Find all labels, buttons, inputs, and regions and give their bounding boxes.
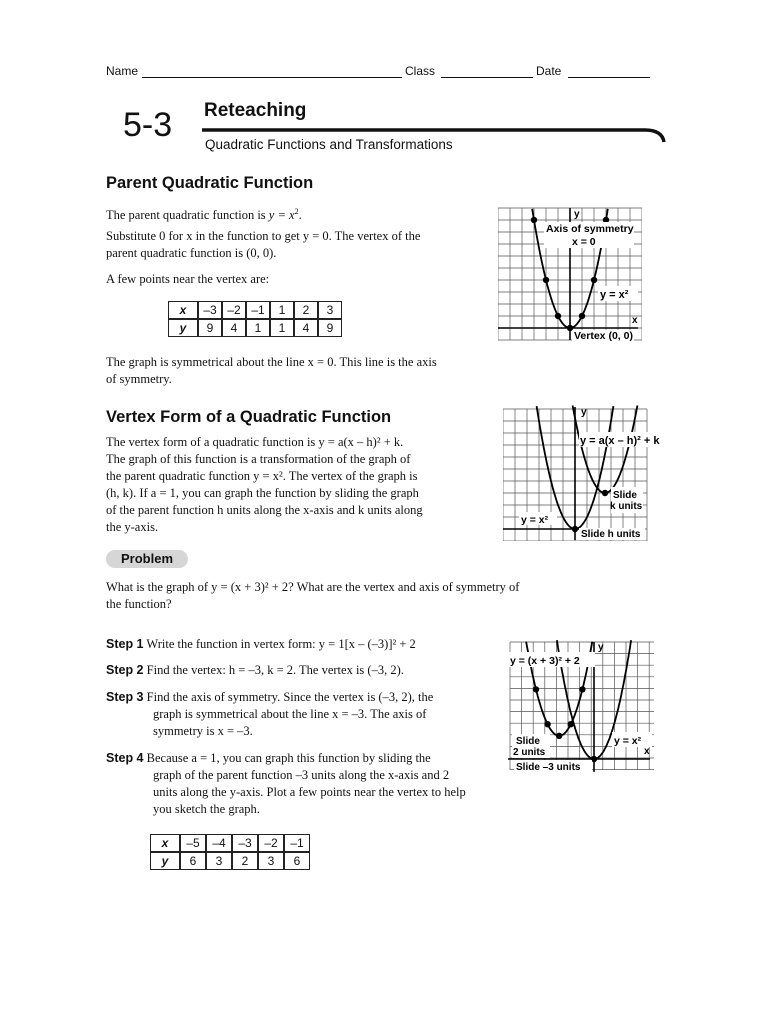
problem-value-table xyxy=(150,834,310,870)
table-cell: –5 xyxy=(180,834,206,852)
lesson-subtitle: Quadratic Functions and Transformations xyxy=(205,137,453,152)
date-field[interactable] xyxy=(568,77,650,78)
x-axis-label: x xyxy=(644,746,650,757)
problem-graph xyxy=(508,640,656,774)
step-1: Step 1 Write the function in vertex form: y = 1[x – (–3)]² + 2 xyxy=(106,637,416,651)
name-field[interactable] xyxy=(142,77,402,78)
plotted-point xyxy=(543,277,549,283)
table-row xyxy=(150,852,310,870)
table-cell: –3 xyxy=(232,834,258,852)
table-header-x: x xyxy=(150,834,180,852)
step-label: Step 1 xyxy=(106,637,144,651)
section2-line: the parent quadratic function y = x². The vertex of the graph is xyxy=(106,469,418,483)
class-label: Class xyxy=(405,64,436,78)
parent-function-graph xyxy=(498,206,642,342)
plotted-point xyxy=(544,721,550,727)
section1-p2b: parent quadratic function is (0, 0). xyxy=(106,246,277,260)
y-axis-label: y xyxy=(574,209,580,220)
y-axis-label: y xyxy=(598,642,604,653)
plotted-point xyxy=(568,721,574,727)
problem-question: What is the graph of y = (x + 3)² + 2? What are the vertex and axis of symmetry of xyxy=(106,580,520,594)
class-field[interactable] xyxy=(441,77,533,78)
table-cell: 1 xyxy=(270,301,294,319)
table-cell: 9 xyxy=(198,319,222,337)
table-header-x: x xyxy=(168,301,198,319)
step-4-line: graph of the parent function –3 units along the x-axis and 2 xyxy=(153,768,450,782)
table-header-y: y xyxy=(150,852,180,870)
plotted-point xyxy=(591,277,597,283)
curve-label: y = (x + 3)² + 2 xyxy=(510,655,580,667)
section1-heading: Parent Quadratic Function xyxy=(106,174,314,192)
table-cell: 6 xyxy=(180,852,206,870)
section1-p3: A few points near the vertex are: xyxy=(106,272,270,286)
section1-value-table xyxy=(168,301,342,337)
table-cell: 4 xyxy=(294,319,318,337)
date-label: Date xyxy=(536,64,562,78)
problem-question: the function? xyxy=(106,597,172,611)
lesson-title: Reteaching xyxy=(204,100,307,121)
step-4: Step 4 Because a = 1, you can graph this function by sliding the xyxy=(106,751,431,765)
section1-p2a: Substitute 0 for x in the function to get y = 0. The vertex of the xyxy=(106,229,421,243)
slide-horizontal-label: Slide –3 units xyxy=(516,762,581,773)
name-label: Name xyxy=(106,64,139,78)
table-header-y: y xyxy=(168,319,198,337)
curve-label: y = a(x – h)² + k xyxy=(580,435,660,447)
parent-curve-label: y = x² xyxy=(521,514,549,526)
table-cell: –1 xyxy=(284,834,310,852)
section1-p1: The parent quadratic function is $y = x^2$. xyxy=(106,207,302,223)
slide-vertical-units-label: 2 units xyxy=(513,747,546,758)
table-cell: 4 xyxy=(222,319,246,337)
table-row xyxy=(168,301,342,319)
plotted-point xyxy=(533,686,539,692)
axis-equation-label: x = 0 xyxy=(572,236,596,248)
section2-line: of the parent function h units along the x-axis and k units along xyxy=(106,503,423,517)
vertex-form-graph xyxy=(503,405,663,541)
table-cell: –2 xyxy=(222,301,246,319)
problem-badge: Problem xyxy=(106,550,188,568)
step-3-line: graph is symmetrical about the line x = –3. The axis of xyxy=(153,707,427,721)
section2-line: the y-axis. xyxy=(106,520,159,534)
step-4-line: you sketch the graph. xyxy=(153,802,260,816)
y-axis-label: y xyxy=(581,407,587,418)
plotted-point xyxy=(579,686,585,692)
plotted-point xyxy=(572,526,578,532)
section2-heading: Vertex Form of a Quadratic Function xyxy=(106,408,392,426)
table-cell: 3 xyxy=(258,852,284,870)
table-cell: 6 xyxy=(284,852,310,870)
step-4-line: units along the y-axis. Plot a few points near the vertex to help xyxy=(153,785,466,799)
section2-line: The vertex form of a quadratic function is y = a(x – h)² + k. xyxy=(106,435,404,449)
curve-label: y = x² xyxy=(600,289,629,301)
lesson-number: 5-3 xyxy=(123,106,173,144)
slide-k-label: Slide xyxy=(613,490,637,501)
axis-of-symmetry-label: Axis of symmetry xyxy=(546,223,634,235)
vertex-label: Vertex (0, 0) xyxy=(574,330,633,342)
transformed-parabola-curve xyxy=(573,406,638,494)
plotted-point xyxy=(556,733,562,739)
table-cell: 2 xyxy=(232,852,258,870)
slide-k-units-label: k units xyxy=(610,501,643,512)
table-row xyxy=(168,319,342,337)
x-axis-label: x xyxy=(632,315,638,326)
section2-line: The graph of this function is a transformation of the graph of xyxy=(106,452,411,466)
table-cell: 3 xyxy=(206,852,232,870)
slide-h-label: Slide h units xyxy=(581,529,641,540)
plotted-point xyxy=(602,490,608,496)
step-label: Step 2 xyxy=(106,663,144,677)
table-cell: –2 xyxy=(258,834,284,852)
table-cell: –3 xyxy=(198,301,222,319)
plotted-point xyxy=(579,313,585,319)
step-2: Step 2 Find the vertex: h = –3, k = 2. The vertex is (–3, 2). xyxy=(106,663,404,677)
table-cell: 1 xyxy=(246,319,270,337)
table-cell: –1 xyxy=(246,301,270,319)
table-row xyxy=(150,834,310,852)
section2-line: (h, k). If a = 1, you can graph the function by sliding the graph xyxy=(106,486,419,500)
step-3-line: symmetry is x = –3. xyxy=(153,724,253,738)
table-cell: 2 xyxy=(294,301,318,319)
step-3: Step 3 Find the axis of symmetry. Since the vertex is (–3, 2), the xyxy=(106,690,434,704)
table-cell: 1 xyxy=(270,319,294,337)
plotted-point xyxy=(555,313,561,319)
table-cell: 9 xyxy=(318,319,342,337)
plotted-point xyxy=(531,217,537,223)
parent-curve-label: y = x² xyxy=(614,735,642,747)
section1-p4b: of symmetry. xyxy=(106,372,172,386)
table-cell: –4 xyxy=(206,834,232,852)
section1-p4a: The graph is symmetrical about the line x = 0. This line is the axis xyxy=(106,355,437,369)
step-label: Step 4 xyxy=(106,751,144,765)
step-label: Step 3 xyxy=(106,690,144,704)
slide-vertical-label: Slide xyxy=(516,736,540,747)
table-cell: 3 xyxy=(318,301,342,319)
